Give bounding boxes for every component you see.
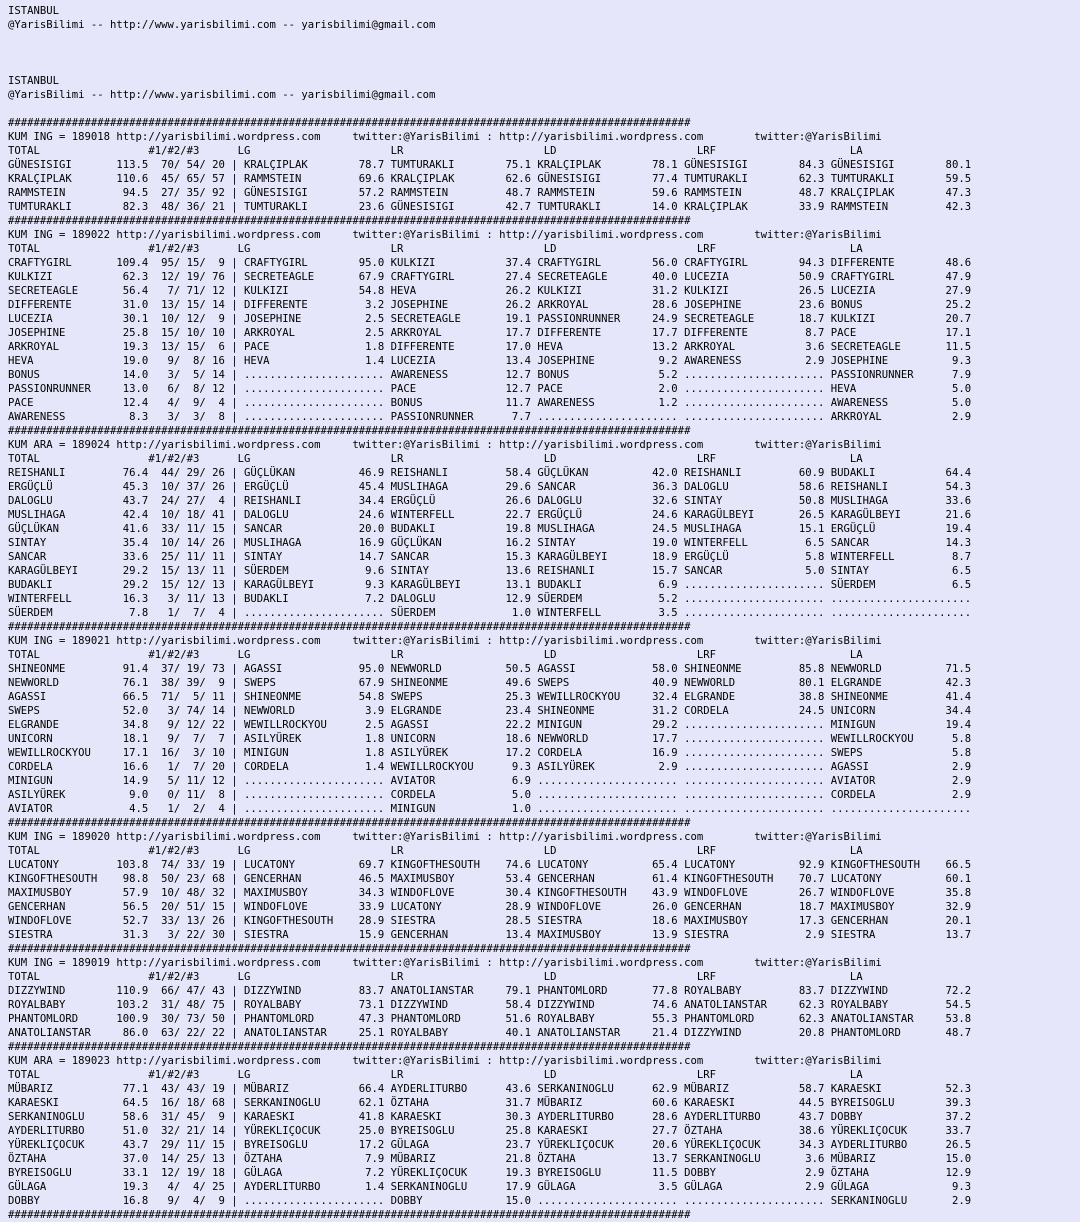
- table-row: WINDOFLOVE 52.7 33/ 13/ 26 | KINGOFTHESOUTH 28.9 SIESTRA 28.5 SIESTRA 18.6 MAXIMUSBOY 17.3 GENCERHAN 20.1: [8, 915, 972, 927]
- table-row: SIESTRA 31.3 3/ 22/ 30 | SIESTRA 15.9 GENCERHAN 13.4 MAXIMUSBOY 13.9 SIESTRA 2.9 SIESTRA 13.7: [8, 929, 972, 941]
- separator: ###########################################################################################################: [8, 817, 691, 829]
- column-header: TOTAL #1/#2/#3 LG LR LD LRF LA: [8, 845, 863, 857]
- table-row: GÜÇLÜKAN 41.6 33/ 11/ 15 | SANCAR 20.0 BUDAKLI 19.8 MUSLIHAGA 24.5 MUSLIHAGA 15.1 ERGÜÇLÜ 19.4: [8, 523, 972, 535]
- column-header: TOTAL #1/#2/#3 LG LR LD LRF LA: [8, 145, 863, 157]
- table-row: KARAESKI 64.5 16/ 18/ 68 | SERKANINOGLU 62.1 ÖZTAHA 31.7 MÜBARIZ 60.6 KARAESKI 44.5 BYREISOGLU 39.3: [8, 1097, 972, 1109]
- table-row: YÜREKLIÇOCUK 43.7 29/ 11/ 15 | BYREISOGLU 17.2 GÜLAGA 23.7 YÜREKLIÇOCUK 20.6 YÜREKLIÇOCUK 34.3 AYDERLITURBO 26.5: [8, 1139, 972, 1151]
- column-header: TOTAL #1/#2/#3 LG LR LD LRF LA: [8, 243, 863, 255]
- table-row: MINIGUN 14.9 5/ 11/ 12 | ...................... AVIATOR 6.9 ...................... ...................... AVIATOR 2.9: [8, 775, 972, 787]
- blank-line: [8, 102, 1080, 116]
- table-row: WEWILLROCKYOU 17.1 16/ 3/ 10 | MINIGUN 1.8 ASILYÜREK 17.2 CORDELA 16.9 ...................... SWEPS 5.8: [8, 747, 972, 759]
- column-header: TOTAL #1/#2/#3 LG LR LD LRF LA: [8, 649, 863, 661]
- table-row: LUCEZIA 30.1 10/ 12/ 9 | JOSEPHINE 2.5 SECRETEAGLE 19.1 PASSIONRUNNER 24.9 SECRETEAGLE 18.7 KULKIZI 20.7: [8, 313, 972, 325]
- page-title-city-repeat: ISTANBUL: [8, 75, 60, 87]
- page-title-contact: @YarisBilimi -- http://www.yarisbilimi.com -- yarisbilimi@gmail.com: [8, 19, 436, 31]
- separator: ###########################################################################################################: [8, 215, 691, 227]
- table-row: AWARENESS 8.3 3/ 3/ 8 | ...................... PASSIONRUNNER 7.7 ...................... ...................... ARKROYAL 2.9: [8, 411, 972, 423]
- table-row: REISHANLI 76.4 44/ 29/ 26 | GÜÇLÜKAN 46.9 REISHANLI 58.4 GÜÇLÜKAN 42.0 REISHANLI 60.9 BUDAKLI 64.4: [8, 467, 972, 479]
- table-row: LUCATONY 103.8 74/ 33/ 19 | LUCATONY 69.7 KINGOFTHESOUTH 74.6 LUCATONY 65.4 LUCATONY 92.9 KINGOFTHESOUTH 66.5: [8, 859, 972, 871]
- table-row: ANATOLIANSTAR 86.0 63/ 22/ 22 | ANATOLIANSTAR 25.1 ROYALBABY 40.1 ANATOLIANSTAR 21.4 DIZZYWIND 20.8 PHANTOMLORD 48.7: [8, 1027, 972, 1039]
- page-title-contact-repeat: @YarisBilimi -- http://www.yarisbilimi.com -- yarisbilimi@gmail.com: [8, 89, 436, 101]
- separator: ###########################################################################################################: [8, 621, 691, 633]
- table-row: KINGOFTHESOUTH 98.8 50/ 23/ 68 | GENCERHAN 46.5 MAXIMUSBOY 53.4 GENCERHAN 61.4 KINGOFTHESOUTH 70.7 LUCATONY 60.1: [8, 873, 972, 885]
- separator: ###########################################################################################################: [8, 1041, 691, 1053]
- table-row: GÜLAGA 19.3 4/ 4/ 25 | AYDERLITURBO 1.4 SERKANINOGLU 17.9 GÜLAGA 3.5 GÜLAGA 2.9 GÜLAGA 9.3: [8, 1181, 972, 1193]
- table-row: PACE 12.4 4/ 9/ 4 | ...................... BONUS 11.7 AWARENESS 1.2 ...................... AWARENESS 5.0: [8, 397, 972, 409]
- table-row: UNICORN 18.1 9/ 7/ 7 | ASILYÜREK 1.8 UNICORN 18.6 NEWWORLD 17.7 ...................... WEWILLROCKYOU 5.8: [8, 733, 972, 745]
- table-row: ÖZTAHA 37.0 14/ 25/ 13 | ÖZTAHA 7.9 MÜBARIZ 21.8 ÖZTAHA 13.7 SERKANINOGLU 3.6 MÜBARIZ 15.0: [8, 1153, 972, 1165]
- table-row: SÜERDEM 7.8 1/ 7/ 4 | ...................... SÜERDEM 1.0 WINTERFELL 3.5 ...................... ......................: [8, 607, 972, 619]
- separator: ###########################################################################################################: [8, 943, 691, 955]
- table-row: DIFFERENTE 31.0 13/ 15/ 14 | DIFFERENTE 3.2 JOSEPHINE 26.2 ARKROYAL 28.6 JOSEPHINE 23.6 BONUS 25.2: [8, 299, 972, 311]
- race-header: KUM ING = 189019 http://yarisbilimi.wordpress.com twitter:@YarisBilimi : http://yarisbilimi.wordpress.com twitter:@YarisBilimi: [8, 957, 882, 969]
- race-header: KUM ING = 189020 http://yarisbilimi.wordpress.com twitter:@YarisBilimi : http://yarisbilimi.wordpress.com twitter:@YarisBilimi: [8, 831, 882, 843]
- table-row: SINTAY 35.4 10/ 14/ 26 | MUSLIHAGA 16.9 GÜÇLÜKAN 16.2 SINTAY 19.0 WINTERFELL 6.5 SANCAR 14.3: [8, 537, 972, 549]
- separator: ###########################################################################################################: [8, 117, 691, 129]
- table-row: WINTERFELL 16.3 3/ 11/ 13 | BUDAKLI 7.2 DALOGLU 12.9 SÜERDEM 5.2 ...................... ......................: [8, 593, 972, 605]
- blank-line: [8, 46, 1080, 60]
- column-header: TOTAL #1/#2/#3 LG LR LD LRF LA: [8, 971, 863, 983]
- table-row: DALOGLU 43.7 24/ 27/ 4 | REISHANLI 34.4 ERGÜÇLÜ 26.6 DALOGLU 32.6 SINTAY 50.8 MUSLIHAGA 33.6: [8, 495, 972, 507]
- table-row: GENCERHAN 56.5 20/ 51/ 15 | WINDOFLOVE 33.9 LUCATONY 28.9 WINDOFLOVE 26.0 GENCERHAN 18.7 MAXIMUSBOY 32.9: [8, 901, 972, 913]
- table-row: KARAGÜLBEYI 29.2 15/ 13/ 11 | SÜERDEM 9.6 SINTAY 13.6 REISHANLI 15.7 SANCAR 5.0 SINTAY 6.5: [8, 565, 972, 577]
- table-row: SECRETEAGLE 56.4 7/ 71/ 12 | KULKIZI 54.8 HEVA 26.2 KULKIZI 31.2 KULKIZI 26.5 LUCEZIA 27.9: [8, 285, 972, 297]
- table-row: DOBBY 16.8 9/ 4/ 9 | ...................... DOBBY 15.0 ...................... ...................... SERKANINOGLU 2.9: [8, 1195, 972, 1207]
- race-header: KUM ING = 189018 http://yarisbilimi.wordpress.com twitter:@YarisBilimi : http://yarisbilimi.wordpress.com twitter:@YarisBilimi: [8, 131, 882, 143]
- table-row: CRAFTYGIRL 109.4 95/ 15/ 9 | CRAFTYGIRL 95.0 KULKIZI 37.4 CRAFTYGIRL 56.0 CRAFTYGIRL 94.3 DIFFERENTE 48.6: [8, 257, 972, 269]
- race-header: KUM ING = 189022 http://yarisbilimi.wordpress.com twitter:@YarisBilimi : http://yarisbilimi.wordpress.com twitter:@YarisBilimi: [8, 229, 882, 241]
- table-row: RAMMSTEIN 94.5 27/ 35/ 92 | GÜNESISIGI 57.2 RAMMSTEIN 48.7 RAMMSTEIN 59.6 RAMMSTEIN 48.7 KRALÇIPLAK 47.3: [8, 187, 972, 199]
- table-row: SERKANINOGLU 58.6 31/ 45/ 9 | KARAESKI 41.8 KARAESKI 30.3 AYDERLITURBO 28.6 AYDERLITURBO 43.7 DOBBY 37.2: [8, 1111, 972, 1123]
- table-row: GÜNESISIGI 113.5 70/ 54/ 20 | KRALÇIPLAK 78.7 TUMTURAKLI 75.1 KRALÇIPLAK 78.1 GÜNESISIGI 84.3 GÜNESISIGI 80.1: [8, 159, 972, 171]
- table-row: BUDAKLI 29.2 15/ 12/ 13 | KARAGÜLBEYI 9.3 KARAGÜLBEYI 13.1 BUDAKLI 6.9 ...................... SÜERDEM 6.5: [8, 579, 972, 591]
- table-row: ERGÜÇLÜ 45.3 10/ 37/ 26 | ERGÜÇLÜ 45.4 MUSLIHAGA 29.6 SANCAR 36.3 DALOGLU 58.6 REISHANLI 54.3: [8, 481, 972, 493]
- table-row: MUSLIHAGA 42.4 10/ 18/ 41 | DALOGLU 24.6 WINTERFELL 22.7 ERGÜÇLÜ 24.6 KARAGÜLBEYI 26.5 KARAGÜLBEYI 21.6: [8, 509, 972, 521]
- race-header: KUM ARA = 189023 http://yarisbilimi.wordpress.com twitter:@YarisBilimi : http://yarisbilimi.wordpress.com twitter:@YarisBilimi: [8, 1055, 882, 1067]
- table-row: HEVA 19.0 9/ 8/ 16 | HEVA 1.4 LUCEZIA 13.4 JOSEPHINE 9.2 AWARENESS 2.9 JOSEPHINE 9.3: [8, 355, 972, 367]
- race-header: KUM ING = 189021 http://yarisbilimi.wordpress.com twitter:@YarisBilimi : http://yarisbilimi.wordpress.com twitter:@YarisBilimi: [8, 635, 882, 647]
- table-row: KRALÇIPLAK 110.6 45/ 65/ 57 | RAMMSTEIN 69.6 KRALÇIPLAK 62.6 GÜNESISIGI 77.4 TUMTURAKLI 62.3 TUMTURAKLI 59.5: [8, 173, 972, 185]
- column-header: TOTAL #1/#2/#3 LG LR LD LRF LA: [8, 453, 863, 465]
- separator: ###########################################################################################################: [8, 1209, 691, 1221]
- table-row: AVIATOR 4.5 1/ 2/ 4 | ...................... MINIGUN 1.0 ...................... ...................... ......................: [8, 803, 972, 815]
- table-row: BYREISOGLU 33.1 12/ 19/ 18 | GÜLAGA 7.2 YÜREKLIÇOCUK 19.3 BYREISOGLU 11.5 DOBBY 2.9 ÖZTAHA 12.9: [8, 1167, 972, 1179]
- table-row: ROYALBABY 103.2 31/ 48/ 75 | ROYALBABY 73.1 DIZZYWIND 58.4 DIZZYWIND 74.6 ANATOLIANSTAR 62.3 ROYALBABY 54.5: [8, 999, 972, 1011]
- table-row: TUMTURAKLI 82.3 48/ 36/ 21 | TUMTURAKLI 23.6 GÜNESISIGI 42.7 TUMTURAKLI 14.0 KRALÇIPLAK 33.9 RAMMSTEIN 42.3: [8, 201, 972, 213]
- table-row: BONUS 14.0 3/ 5/ 14 | ...................... AWARENESS 12.7 BONUS 5.2 ...................... PASSIONRUNNER 7.9: [8, 369, 972, 381]
- table-row: PASSIONRUNNER 13.0 6/ 8/ 12 | ...................... PACE 12.7 PACE 2.0 ...................... HEVA 5.0: [8, 383, 972, 395]
- table-row: SWEPS 52.0 3/ 74/ 14 | NEWWORLD 3.9 ELGRANDE 23.4 SHINEONME 31.2 CORDELA 24.5 UNICORN 34.4: [8, 705, 972, 717]
- blank-line: [8, 32, 1080, 46]
- race-header: KUM ARA = 189024 http://yarisbilimi.wordpress.com twitter:@YarisBilimi : http://yarisbilimi.wordpress.com twitter:@YarisBilimi: [8, 439, 882, 451]
- table-row: JOSEPHINE 25.8 15/ 10/ 10 | ARKROYAL 2.5 ARKROYAL 17.7 DIFFERENTE 17.7 DIFFERENTE 8.7 PACE 17.1: [8, 327, 972, 339]
- table-row: DIZZYWIND 110.9 66/ 47/ 43 | DIZZYWIND 83.7 ANATOLIANSTAR 79.1 PHANTOMLORD 77.8 ROYALBABY 83.7 DIZZYWIND 72.2: [8, 985, 972, 997]
- table-row: SANCAR 33.6 25/ 11/ 11 | SINTAY 14.7 SANCAR 15.3 KARAGÜLBEYI 18.9 ERGÜÇLÜ 5.8 WINTERFELL 8.7: [8, 551, 972, 563]
- column-header: TOTAL #1/#2/#3 LG LR LD LRF LA: [8, 1069, 863, 1081]
- table-row: MÜBARIZ 77.1 43/ 43/ 19 | MÜBARIZ 66.4 AYDERLITURBO 43.6 SERKANINOGLU 62.9 MÜBARIZ 58.7 KARAESKI 52.3: [8, 1083, 972, 1095]
- table-row: CORDELA 16.6 1/ 7/ 20 | CORDELA 1.4 WEWILLROCKYOU 9.3 ASILYÜREK 2.9 ...................... AGASSI 2.9: [8, 761, 972, 773]
- table-row: ARKROYAL 19.3 13/ 15/ 6 | PACE 1.8 DIFFERENTE 17.0 HEVA 13.2 ARKROYAL 3.6 SECRETEAGLE 11.5: [8, 341, 972, 353]
- page-title-city: ISTANBUL: [8, 5, 60, 17]
- race-tables: [8, 116, 1080, 1222]
- separator: ###########################################################################################################: [8, 425, 691, 437]
- table-row: AYDERLITURBO 51.0 32/ 21/ 14 | YÜREKLIÇOCUK 25.0 BYREISOGLU 25.8 KARAESKI 27.7 ÖZTAHA 38.6 YÜREKLIÇOCUK 33.7: [8, 1125, 972, 1137]
- table-row: AGASSI 66.5 71/ 5/ 11 | SHINEONME 54.8 SWEPS 25.3 WEWILLROCKYOU 32.4 ELGRANDE 38.8 SHINEONME 41.4: [8, 691, 972, 703]
- blank-line: [8, 60, 1080, 74]
- table-row: PHANTOMLORD 100.9 30/ 73/ 50 | PHANTOMLORD 47.3 PHANTOMLORD 51.6 ROYALBABY 55.3 PHANTOMLORD 62.3 ANATOLIANSTAR 53.8: [8, 1013, 972, 1025]
- table-row: ELGRANDE 34.8 9/ 12/ 22 | WEWILLROCKYOU 2.5 AGASSI 22.2 MINIGUN 29.2 ...................... MINIGUN 19.4: [8, 719, 972, 731]
- table-row: ASILYÜREK 9.0 0/ 11/ 8 | ...................... CORDELA 5.0 ...................... ...................... CORDELA 2.9: [8, 789, 972, 801]
- table-row: KULKIZI 62.3 12/ 19/ 76 | SECRETEAGLE 67.9 CRAFTYGIRL 27.4 SECRETEAGLE 40.0 LUCEZIA 50.9 CRAFTYGIRL 47.9: [8, 271, 972, 283]
- table-row: SHINEONME 91.4 37/ 19/ 73 | AGASSI 95.0 NEWWORLD 50.5 AGASSI 58.0 SHINEONME 85.8 NEWWORLD 71.5: [8, 663, 972, 675]
- table-row: NEWWORLD 76.1 38/ 39/ 9 | SWEPS 67.9 SHINEONME 49.6 SWEPS 40.9 NEWWORLD 80.1 ELGRANDE 42.3: [8, 677, 972, 689]
- table-row: MAXIMUSBOY 57.9 10/ 48/ 32 | MAXIMUSBOY 34.3 WINDOFLOVE 30.4 KINGOFTHESOUTH 43.9 WINDOFLOVE 26.7 WINDOFLOVE 35.8: [8, 887, 972, 899]
